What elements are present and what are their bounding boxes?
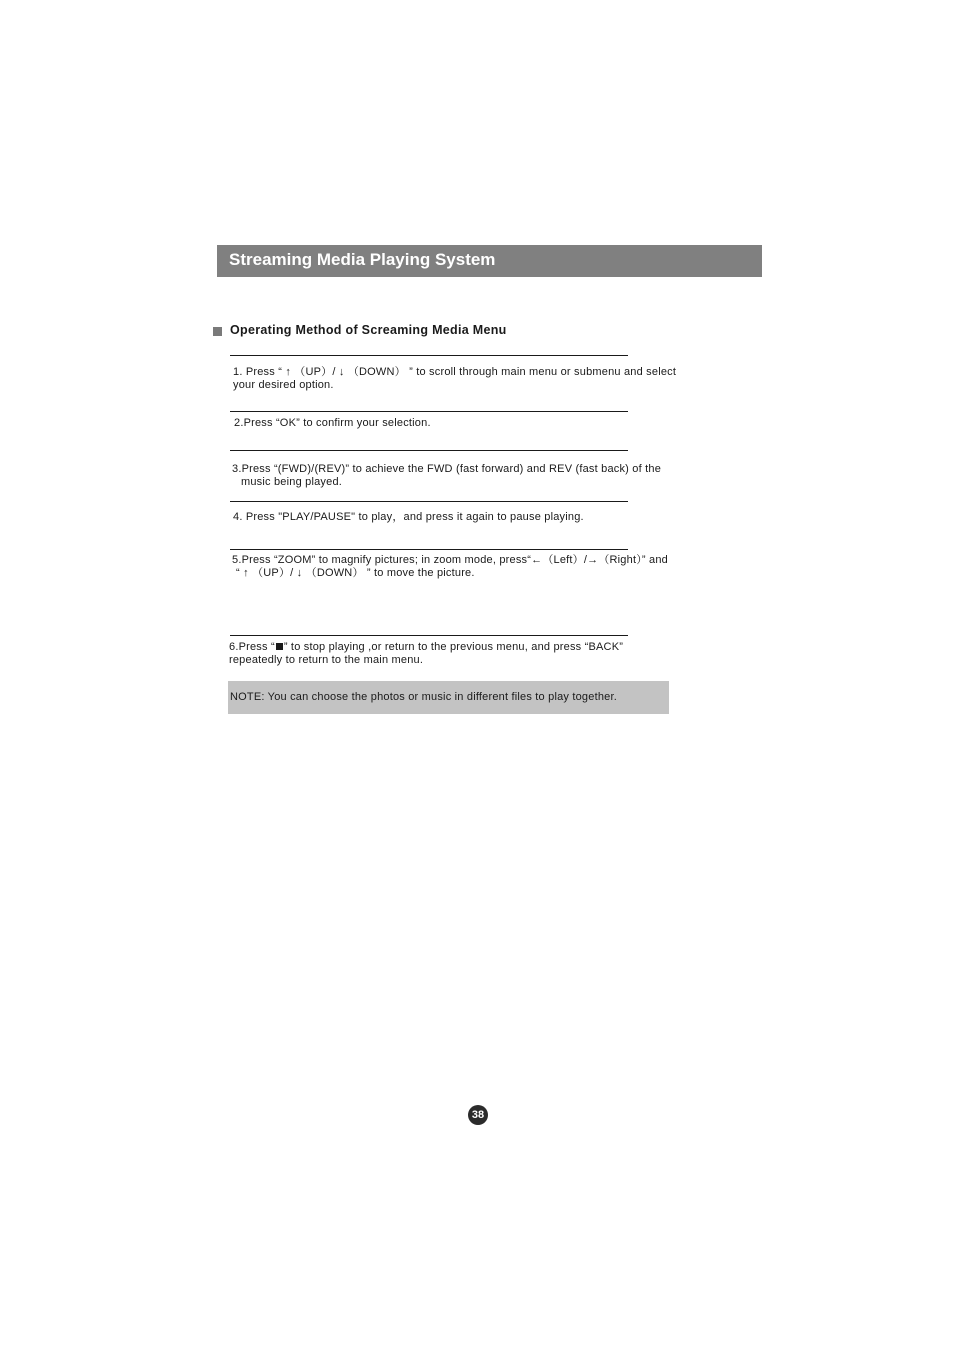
step-divider xyxy=(230,635,628,636)
step-1-line-2: your desired option. xyxy=(233,379,334,391)
step-6-line-2: repeatedly to return to the main menu. xyxy=(229,654,424,666)
step-6-text-before: 6.Press “ xyxy=(229,641,275,653)
step-2 xyxy=(234,417,431,430)
step-6 xyxy=(229,641,623,667)
step-6-text-after: ” to stop playing ,or return to the previous menu, and press “BACK” xyxy=(283,641,624,653)
step-divider xyxy=(230,411,628,412)
step-2-line-1: 2.Press “OK” to confirm your selection. xyxy=(234,417,431,429)
section-title-bar xyxy=(217,245,762,277)
note-box xyxy=(228,681,669,714)
step-3-line-1: 3.Press “(FWD)/(REV)” to achieve the FWD (fast forward) and REV (fast back) of the xyxy=(232,463,662,475)
step-3 xyxy=(232,463,661,489)
step-divider xyxy=(230,501,628,502)
step-6-line-1 xyxy=(229,641,623,654)
step-5-line-1: 5.Press “ZOOM” to magnify pictures; in zoom mode, press“←（Left）/→（Right）” and xyxy=(232,554,668,566)
step-divider xyxy=(230,355,628,356)
step-4-line-1: 4. Press "PLAY/PAUSE" to play，and press it again to pause playing. xyxy=(233,511,584,523)
page-title: Streaming Media Playing System xyxy=(229,250,496,269)
step-5-line-2: “ ↑ （UP）/ ↓ （DOWN） ” to move the picture. xyxy=(236,567,475,579)
step-1 xyxy=(233,366,676,392)
stop-square-icon xyxy=(276,643,283,650)
step-divider xyxy=(230,450,628,451)
note-text: NOTE: You can choose the photos or music in different files to play together. xyxy=(230,691,617,703)
step-divider xyxy=(230,549,628,550)
section-heading: Operating Method of Screaming Media Menu xyxy=(230,323,507,337)
step-1-line-1: 1. Press “ ↑ （UP）/ ↓ （DOWN） ” to scroll through main menu or submenu and select xyxy=(233,366,677,378)
step-4 xyxy=(233,511,584,524)
section-bullet-square xyxy=(213,327,222,336)
page-number-badge: 38 xyxy=(468,1105,488,1125)
step-3-line-2: music being played. xyxy=(241,476,343,488)
step-5 xyxy=(232,554,668,580)
